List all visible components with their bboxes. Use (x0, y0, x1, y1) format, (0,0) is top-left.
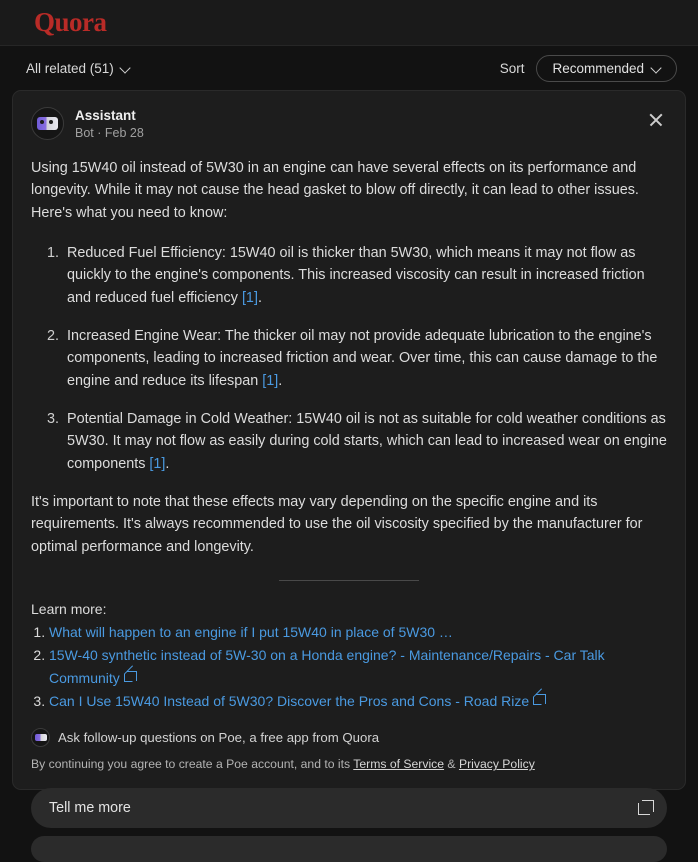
poe-bot-icon (31, 728, 50, 747)
author-block (75, 107, 144, 140)
answer-intro: Using 15W40 oil instead of 5W30 in an engine can have several effects on its performance and longevity. While it may not cause the head gasket to blow off directly, it can lead to other issues. Here's what you need to know: (31, 160, 639, 221)
point-text-after: . (165, 455, 170, 472)
citation-link[interactable]: [1] (149, 455, 166, 472)
filter-bar (0, 46, 698, 90)
answer-header (31, 107, 667, 140)
citation-link[interactable]: [1] (241, 289, 258, 306)
answer-points-list (31, 242, 667, 475)
all-related-label: All related (51) (26, 60, 114, 76)
assistant-answer-card (12, 90, 686, 816)
point-text: Reduced Fuel Efficiency: 15W40 oil is thicker than 5W30, which means it may not flow as quickly to the engine's components. This increased viscosity can result in increased friction and reduced fuel efficiency (67, 244, 645, 306)
quora-logo[interactable]: Quora (34, 7, 107, 37)
chevron-down-icon (652, 63, 663, 74)
avatar (31, 107, 64, 140)
point-text: Increased Engine Wear: The thicker oil may not provide adequate lubrication to the engine's components, leading to increased friction and wear. Over time, this can cause damage to the engine and reduce its lifespan (67, 327, 658, 389)
top-bar (0, 0, 698, 46)
list-item (63, 325, 667, 392)
source-link[interactable]: Can I Use 15W40 Instead of 5W30? Discover the Pros and Cons - Road Rize (49, 693, 530, 710)
terms-notice (31, 755, 667, 773)
sort-label: Sort (499, 60, 525, 76)
list-item (49, 621, 667, 643)
external-link-icon (638, 800, 653, 815)
list-item (63, 242, 667, 309)
point-text-after: . (278, 372, 283, 389)
citation-link[interactable]: [1] (262, 372, 279, 389)
terms-amp: & (444, 757, 459, 772)
learn-more-label: Learn more: (31, 600, 107, 617)
terms-prefix: By continuing you agree to create a Poe account, and to its (31, 757, 354, 772)
poe-bot-icon (37, 117, 58, 130)
close-icon[interactable] (645, 109, 667, 131)
follow-up-label: Tell me more (49, 799, 131, 816)
poe-promo (31, 728, 667, 747)
list-item (49, 644, 667, 689)
list-item (49, 690, 667, 712)
sources-list (31, 621, 667, 713)
sort-dropdown[interactable] (536, 55, 677, 82)
author-name[interactable]: Assistant (75, 108, 136, 123)
source-link[interactable]: 15W-40 synthetic instead of 5W-30 on a Honda engine? - Maintenance/Repairs - Car Talk Community (49, 647, 605, 686)
all-related-filter[interactable] (26, 61, 132, 76)
external-link-icon (533, 696, 542, 705)
answer-body (31, 157, 667, 558)
sort-controls (500, 55, 677, 82)
terms-of-service-link[interactable]: Terms of Service (353, 757, 445, 772)
privacy-policy-link[interactable]: Privacy Policy (458, 757, 535, 772)
source-link[interactable]: What will happen to an engine if I put 15W40 in place of 5W30 … (49, 623, 453, 640)
sort-value: Recommended (552, 60, 644, 76)
poe-promo-text: Ask follow-up questions on Poe, a free app from Quora (58, 730, 380, 746)
chevron-down-icon (121, 63, 132, 74)
point-text: Potential Damage in Cold Weather: 15W40 oil is not as suitable for cold weather conditions as 5W30. It may not flow as easily during cold starts, which can lead to increased wear on engine components (67, 410, 667, 472)
follow-up-prompt-secondary[interactable] (31, 836, 667, 862)
answer-outro: It's important to note that these effects may vary depending on the specific engine and its requirements. It's always recommended to use the oil viscosity specified by the manufacturer for optimal performance and longevity. (31, 493, 643, 555)
follow-up-prompt[interactable] (31, 788, 667, 828)
author-meta: Bot · Feb 28 (75, 126, 144, 140)
divider (279, 580, 419, 581)
list-item (63, 408, 667, 475)
external-link-icon (124, 673, 133, 682)
point-text-after: . (257, 289, 262, 306)
